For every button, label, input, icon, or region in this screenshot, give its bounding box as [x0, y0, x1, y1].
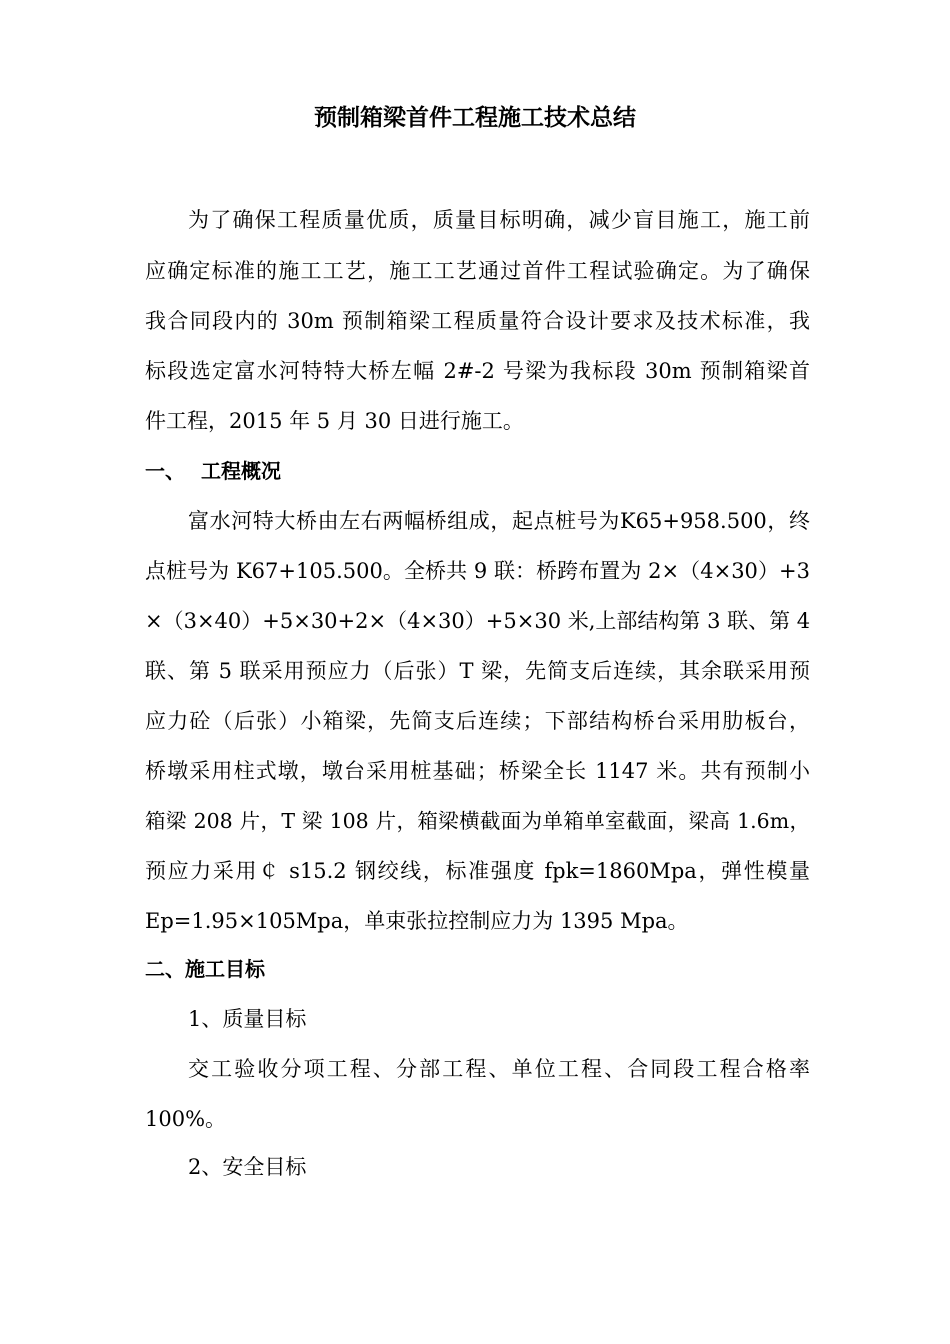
paragraph-line: 预应力采用￠ s15.2 钢绞线，标准强度 fpk=1860Mpa，弹性模量 [145, 859, 810, 883]
section-title: 工程概况 [201, 459, 281, 483]
subsection-label: 1、质量目标 [188, 1007, 307, 1031]
paragraph-line: Ep=1.95×105Mpa，单束张拉控制应力为 1395 Mpa。 [145, 909, 689, 933]
section-heading: 二、施工目标 [145, 957, 265, 981]
paragraph-line: 箱梁 208 片，T 梁 108 片，箱梁横截面为单箱单室截面，梁高 1.6m， [145, 809, 810, 833]
paragraph-line: 联、第 5 联采用预应力（后张）T 梁，先简支后连续，其余联采用预 [145, 659, 810, 683]
paragraph-line: 桥墩采用柱式墩，墩台采用桩基础；桥梁全长 1147 米。共有预制小 [145, 759, 810, 783]
document-title: 预制箱梁首件工程施工技术总结 [314, 105, 636, 131]
paragraph-line: 点桩号为 K67+105.500。全桥共 9 联：桥跨布置为 2×（4×30）+3 [145, 559, 810, 583]
paragraph-line: 富水河特大桥由左右两幅桥组成，起点桩号为K65+958.500，终 [188, 509, 810, 533]
paragraph-line: 应确定标准的施工工艺，施工工艺通过首件工程试验确定。为了确保 [145, 259, 810, 283]
paragraph-line: 件工程，2015 年 5 月 30 日进行施工。 [145, 409, 524, 433]
paragraph-line: ×（3×40）+5×30+2×（4×30）+5×30 米,上部结构第 3 联、第 4 [145, 609, 810, 633]
paragraph-line: 应力砼（后张）小箱梁，先简支后连续；下部结构桥台采用肋板台， [145, 709, 810, 733]
section-heading [145, 456, 281, 486]
paragraph-line: 100%。 [145, 1107, 227, 1131]
paragraph-line: 交工验收分项工程、分部工程、单位工程、合同段工程合格率 [188, 1057, 810, 1081]
subsection-label: 2、安全目标 [188, 1155, 307, 1179]
paragraph-line: 我合同段内的 30m 预制箱梁工程质量符合设计要求及技术标准，我 [145, 309, 810, 333]
paragraph-line: 为了确保工程质量优质，质量目标明确，减少盲目施工，施工前 [188, 208, 810, 232]
section-number: 一、 [145, 459, 185, 483]
paragraph-line: 标段选定富水河特特大桥左幅 2#-2 号梁为我标段 30m 预制箱梁首 [145, 359, 810, 383]
